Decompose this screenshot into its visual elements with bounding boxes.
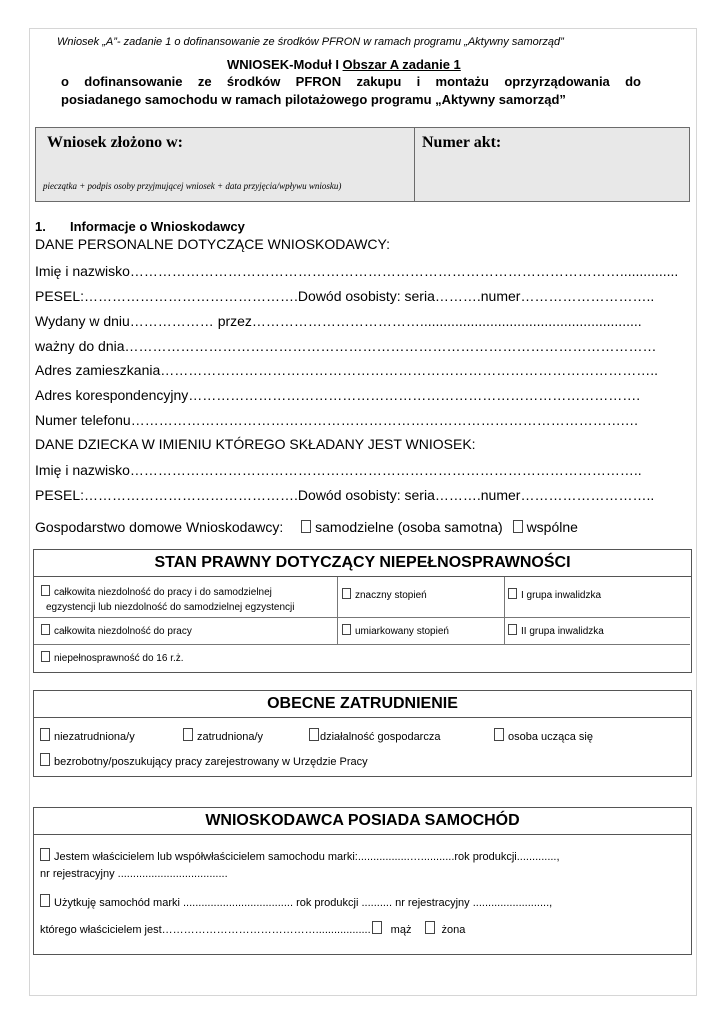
child-header: DANE DZIECKA W IMIENIU KTÓREGO SKŁADANY JEST WNIOSEK:	[35, 436, 476, 452]
car-owner-checkbox[interactable]	[40, 848, 50, 861]
employment-option-jobseeker	[40, 753, 368, 768]
unemployed-label: niezatrudniona/y	[54, 731, 135, 743]
household-alone-checkbox[interactable]	[301, 520, 311, 533]
employed-checkbox[interactable]	[183, 728, 193, 741]
form-title	[227, 57, 461, 72]
disability-title: STAN PRAWNY DOTYCZĄCY NIEPEŁNOSPRAWNOŚCI	[34, 550, 691, 577]
car-user-line1	[40, 894, 552, 909]
car-owner-line1	[40, 848, 560, 863]
disability-under16-checkbox[interactable]	[41, 651, 50, 662]
disability-cell-r2c3	[505, 618, 690, 645]
submitted-label: Wniosek złożono w:	[47, 134, 183, 151]
significant-degree-label: znaczny stopień	[355, 590, 427, 601]
submitted-hint: pieczątka + podpis osoby przyjmującej wniosek + data przyjęcia/wpływu wniosku)	[43, 181, 342, 191]
jobseeker-checkbox[interactable]	[40, 753, 50, 766]
form-title-underlined: Obszar A zadanie 1	[342, 57, 461, 72]
car-title: WNIOSKODAWCA POSIADA SAMOCHÓD	[34, 808, 691, 835]
wife-label: żona	[441, 924, 466, 936]
disability-table	[33, 549, 692, 673]
household-label: Gospodarstwo domowe Wnioskodawcy:	[35, 519, 284, 535]
disability-cell-r2c2	[338, 618, 505, 645]
employment-options-row1	[40, 728, 135, 743]
disability-cell-r1c1	[34, 577, 338, 618]
car-user-text: Użytkuję samochód marki .................................... rok produkcji .......... nr rejestracyjny .........................,	[54, 897, 553, 909]
household-row	[35, 519, 685, 535]
employment-table	[33, 690, 692, 777]
employment-option-student	[494, 728, 593, 743]
id-valid-field[interactable]: ważny do dnia……………………………………………………………………………………………………	[35, 338, 657, 354]
correspondence-address-field[interactable]: Adres korespondencyjny…………………………………………………………………………………….	[35, 387, 641, 403]
total-incapacity-independent-label-a: całkowita niezdolność do pracy i do samodzielnej	[54, 587, 272, 598]
child-pesel-field[interactable]: PESEL:……………………………………….Dowód osobisty: seria……….numer………………………..	[35, 487, 655, 503]
employment-option-employed	[183, 728, 263, 743]
total-incapacity-label: całkowita niezdolność do pracy	[54, 626, 192, 637]
child-name-field[interactable]: Imię i nazwisko………………………………………………………………………………………………..	[35, 462, 642, 478]
employment-title: OBECNE ZATRUDNIENIE	[34, 691, 691, 718]
student-checkbox[interactable]	[494, 728, 504, 741]
car-owner-line2: nr rejestracyjny ....................................	[40, 868, 228, 880]
file-number-label: Numer akt:	[422, 134, 502, 151]
group2-label: II grupa inwalidzka	[521, 626, 604, 637]
group1-label: I grupa inwalidzka	[521, 590, 602, 601]
id-issued-field[interactable]: Wydany w dniu……………… przez……………………………….........................................................	[35, 313, 642, 329]
moderate-degree-checkbox[interactable]	[342, 624, 351, 635]
car-user-checkbox[interactable]	[40, 894, 50, 907]
disability-cell-r1c3	[505, 577, 690, 618]
unemployed-checkbox[interactable]	[40, 728, 50, 741]
business-label: działalność gospodarcza	[320, 731, 441, 743]
wife-checkbox[interactable]	[425, 921, 435, 934]
home-address-field[interactable]: Adres zamieszkania……………………………………………………………………………………………..	[35, 362, 659, 378]
business-checkbox[interactable]	[309, 728, 319, 741]
car-owner-text: Jestem właścicielem lub współwłaścicielem samochodu marki:.................…...........rok produkcji.............,	[54, 851, 560, 863]
student-label: osoba ucząca się	[508, 731, 593, 743]
submitted-box[interactable]	[35, 127, 415, 202]
employed-label: zatrudniona/y	[197, 731, 264, 743]
household-shared-label: wspólne	[526, 519, 578, 535]
group2-checkbox[interactable]	[508, 624, 517, 635]
husband-checkbox[interactable]	[372, 921, 382, 934]
form-subtitle-line2: posiadanego samochodu w ramach pilotażowego programu „Aktywny samorząd”	[61, 92, 566, 107]
husband-label: mąż	[390, 924, 412, 936]
jobseeker-label: bezrobotny/poszukujący pracy zarejestrowany w Urzędzie Pracy	[54, 756, 368, 768]
car-user-line2	[40, 921, 465, 936]
total-incapacity-independent-label-b: egzystencji lub niezdolność do samodzielnej egzystencji	[46, 602, 295, 613]
section1-title-text: Informacje o Wnioskodawcy	[70, 219, 245, 234]
header-note: Wniosek „A”- zadanie 1 o dofinansowanie ze środków PFRON w ramach programu „Aktywny samorząd”	[57, 36, 564, 48]
moderate-degree-label: umiarkowany stopień	[355, 626, 449, 637]
form-title-prefix: WNIOSEK-Moduł I	[227, 57, 343, 72]
section1-title	[35, 219, 245, 234]
group1-checkbox[interactable]	[508, 588, 517, 599]
applicant-name-field[interactable]: Imię i nazwisko……………………………………………………………………………………………...............	[35, 263, 679, 279]
household-alone-label: samodzielne (osoba samotna)	[315, 519, 503, 535]
total-incapacity-checkbox[interactable]	[41, 624, 50, 635]
employment-option-business	[309, 728, 440, 743]
disability-under16-label: niepełnosprawność do 16 r.ż.	[54, 653, 184, 664]
total-incapacity-independent-checkbox[interactable]	[41, 585, 50, 596]
file-number-box[interactable]	[414, 127, 690, 202]
disability-cell-r3c1	[34, 645, 690, 671]
phone-field[interactable]: Numer telefonu…………………………………………………………………………………………….…	[35, 412, 639, 428]
car-table	[33, 807, 692, 955]
household-shared-checkbox[interactable]	[513, 520, 523, 533]
significant-degree-checkbox[interactable]	[342, 588, 351, 599]
section1-number: 1.	[35, 219, 46, 234]
car-owner-name-field[interactable]: którego właścicielem jest……………………………………..................	[40, 924, 371, 936]
applicant-pesel-field[interactable]: PESEL:……………………………………….Dowód osobisty: seria……….numer………………………..	[35, 288, 655, 304]
disability-cell-r1c2	[338, 577, 505, 618]
disability-cell-r2c1	[34, 618, 338, 645]
form-subtitle-line1: o dofinansowanie ze środków PFRON zakupu i montażu oprzyrządowania do	[61, 74, 641, 89]
personal-header: DANE PERSONALNE DOTYCZĄCE WNIOSKODAWCY:	[35, 236, 390, 252]
